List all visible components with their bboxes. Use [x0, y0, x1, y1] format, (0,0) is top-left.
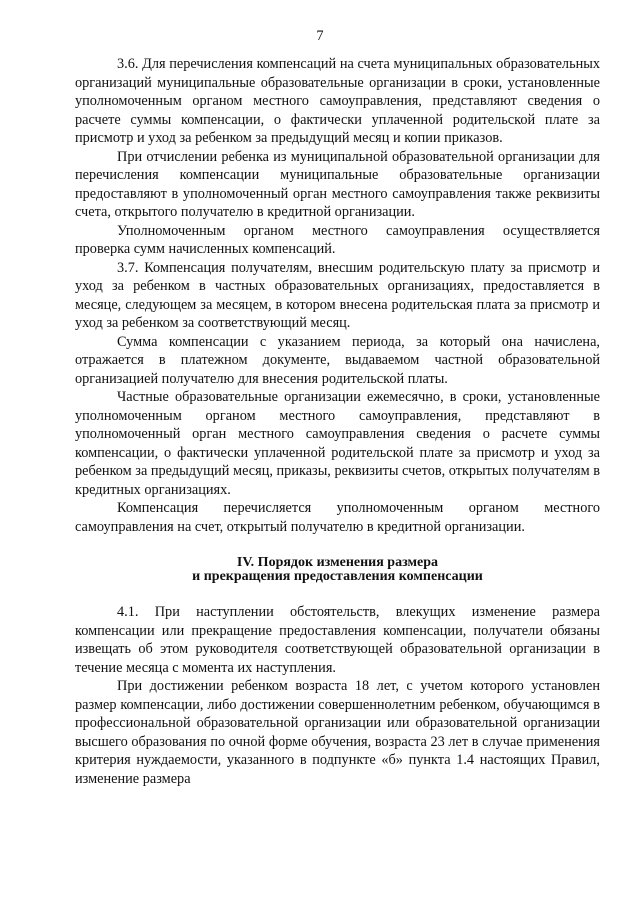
paragraph-expulsion: При отчислении ребенка из муниципальной образовательной организации для перечисления компенсации муниципальные образовательные организации предоставляют в уполномоченный орган местного самоуправления также реквизиты счета, открытого получателю в кредитной организации. [75, 148, 600, 220]
document-body [75, 55, 600, 788]
page-number: 7 [316, 28, 324, 44]
section-heading [75, 556, 600, 583]
paragraph-3-6: 3.6. Для перечисления компенсаций на счета муниципальных образовательных организаций муниципальные образовательные организации в сроки, установленные уполномоченным органом местного самоуправления, представляют сведения о расчете суммы компенсации, о фактически уплаченной родительской плате за присмотр и уход за ребенком за предыдущий месяц и копии приказов. [75, 56, 600, 146]
section-heading-line-2: и прекращения предоставления компенсации [192, 568, 483, 584]
paragraph-verification: Уполномоченным органом местного самоуправления осуществляется проверка сумм начисленных компенсаций. [75, 222, 600, 257]
paragraph-3-7: 3.7. Компенсация получателям, внесшим родительскую плату за присмотр и уход за ребенком в частных образовательных организациях, предоставляется в месяце, следующем за месяцем, в котором внесена родительская плата за присмотр и уход за ребенком за соответствующий месяц. [75, 259, 600, 331]
paragraph-transfer: Компенсация перечисляется уполномоченным органом местного самоуправления на счет, открытый получателю в кредитной организации. [75, 500, 600, 535]
section-heading-line-1: IV. Порядок изменения размера [236, 555, 439, 570]
paragraph-payment-document: Сумма компенсации с указанием периода, за который она начислена, отражается в платежном документе, выдаваемом частной образовательной организацией получателю для внесения родительской платы. [75, 333, 600, 387]
paragraph-private-organizations: Частные образовательные организации ежемесячно, в сроки, установленные уполномоченным органом местного самоуправления, представляют в уполномоченный орган местного самоуправления сведения о расчете суммы компенсации, о фактически уплаченной родительской плате за присмотр и уход за ребенком за предыдущий месяц, приказы, реквизиты счетов, открытых получателям в кредитных организациях. [75, 389, 600, 498]
paragraph-4-1: 4.1. При наступлении обстоятельств, влекущих изменение размера компенсации или прекращение предоставления компенсации, получатели обязаны извещать об этом руководителя соответствующей образовательной организации в течение месяца с момента их наступления. [75, 604, 600, 676]
paragraph-age-limit: При достижении ребенком возраста 18 лет, с учетом которого установлен размер компенсации, либо достижении совершеннолетним ребенком, обучающимся в профессиональной образовательной организации или образовательной организации высшего образования по очной форме обучения, возраста 23 лет в случае применения критерия нуждаемости, указанного в подпункте «б» пункта 1.4 настоящих Правил, изменение размера [75, 678, 600, 787]
